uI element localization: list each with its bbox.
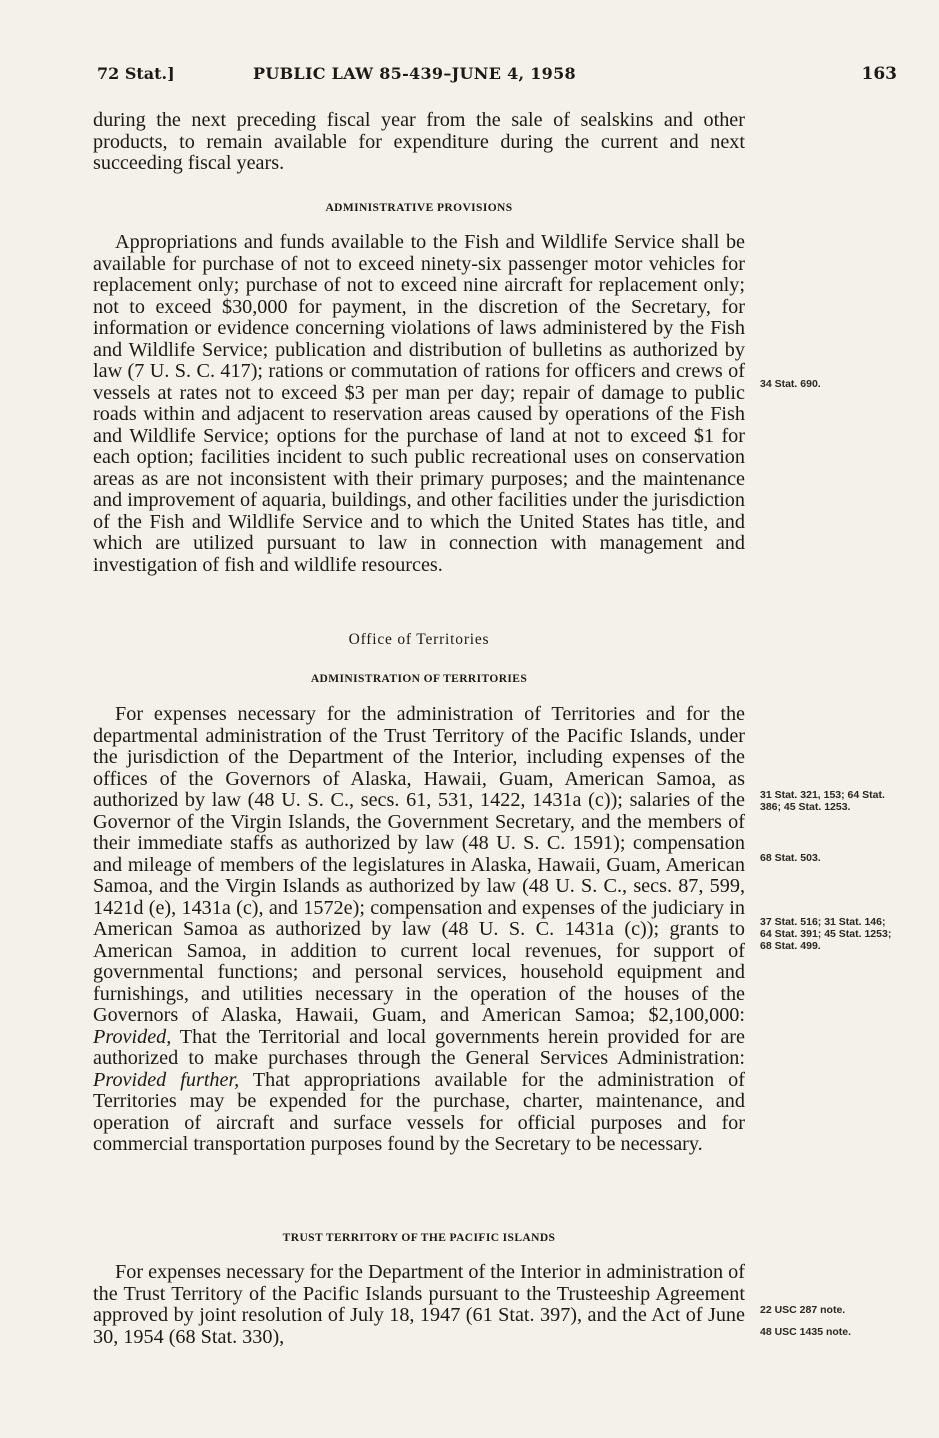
territories-text-part-2: That the Territorial and local governments herein provided for are authorized to make purchases through the General Services Administration: — [93, 1025, 745, 1069]
margin-note-31-stat-321: 31 Stat. 321, 153; 64 Stat. 386; 45 Stat. 1253. — [760, 789, 885, 813]
opening-paragraph — [93, 110, 745, 175]
administration-of-territories-paragraph — [93, 704, 745, 1156]
territories-text-part-1: For expenses necessary for the administration of Territories and for the departmental administration of the Trust Territory of the Pacific Islands, under the jurisdiction of the Department of the Interior, including expenses of the offices of the Governors of Alaska, Hawaii, Guam, American Samoa, as authorized by law (48 U. S. C., secs. 61, 531, 1422, 1431a (c)); salaries of the Governor of the Virgin Islands, the Government Secretary, and the members of their immediate staffs as authorized by law (48 U. S. C. 1591); compensation and mileage of members of the legislatures in Alaska, Hawaii, Guam, American Samoa, and the Virgin Islands as authorized by law (48 U. S. C., secs. 87, 599, 1421d (e), 1431a (c), and 1572e); compensation and expenses of the judiciary in American Samoa as authorized by law (48 U. S. C. 1431a (c)); grants to American Samoa, in addition to current local revenues, for support of governmental functions; and personal services, household equipment and furnishings, and utilities necessary in the operation of the houses of the Governors of Alaska, Hawaii, Guam, and American Samoa; $2,100,000: — [93, 703, 745, 1026]
trust-territory-heading: TRUST TERRITORY OF THE PACIFIC ISLANDS — [282, 1232, 556, 1244]
margin-note-48-usc-1435: 48 USC 1435 note. — [760, 1326, 852, 1338]
office-of-territories-heading: Office of Territories — [348, 631, 490, 648]
page-header — [97, 64, 897, 90]
margin-note-22-usc-287: 22 USC 287 note. — [760, 1304, 846, 1316]
administrative-provisions-text: Appropriations and funds available to the Fish and Wildlife Service shall be available for purchase of not to exceed ninety-six passenger motor vehicles for replacement only; purchase of not to exceed nine aircraft for replacement only; not to exceed $30,000 for payment, in the discretion of the Secretary, for information or evidence concerning violations of laws administered by the Fish and Wildlife Service; publication and distribution of bulletins as authorized by law (7 U. S. C. 417); rations or commutation of rations for officers and crews of vessels at rates not to exceed $3 per man per day; repair of damage to public roads within and adjacent to reservation areas caused by operations of the Fish and Wildlife Service; options for the purchase of land at not to exceed $1 for each option; facilities incident to such public recreational uses on conservation areas as are not inconsistent with their primary purposes; and the maintenance and improvement of aquaria, buildings, and other facilities under the jurisdiction of the Fish and Wildlife Service and to which the United States has title, and which are utilized pursuant to law in connection with management and investigation of fish and wildlife resources. — [93, 231, 745, 576]
provided-further-clause: Provided further, — [93, 1068, 240, 1091]
volume-citation: 72 Stat.] — [97, 64, 175, 83]
administration-of-territories-section — [93, 704, 745, 1156]
page-number: 163 — [861, 64, 897, 84]
margin-note-68-stat-503: 68 Stat. 503. — [760, 852, 821, 864]
provided-clause: Provided, — [93, 1025, 172, 1048]
territories-text-part-3: That appropriations available for the administration of Territories may be expended for the purchase, charter, maintenance, and operation of aircraft and surface vessels for official purposes and for commercial transportation purposes found by the Secretary to be necessary. — [93, 1068, 745, 1155]
running-title: PUBLIC LAW 85-439–JUNE 4, 1958 — [253, 64, 576, 83]
trust-territory-section — [93, 1262, 745, 1348]
administration-of-territories-heading: ADMINISTRATION OF TERRITORIES — [310, 673, 528, 685]
opening-text: during the next preceding fiscal year from the sale of sealskins and other products, to remain available for expenditure during the current and next succeeding fiscal years. — [93, 109, 745, 174]
trust-territory-text: For expenses necessary for the Department of the Interior in administration of the Trust Territory of the Pacific Islands pursuant to the Trusteeship Agreement approved by joint resolution of July 18, 1947 (61 Stat. 397), and the Act of June 30, 1954 (68 Stat. 330), — [93, 1261, 745, 1348]
margin-note-37-stat-516: 37 Stat. 516; 31 Stat. 146; 64 Stat. 391; 45 Stat. 1253; 68 Stat. 499. — [760, 916, 892, 952]
administrative-provisions-heading: ADMINISTRATIVE PROVISIONS — [325, 202, 513, 214]
margin-note-34-stat-690: 34 Stat. 690. — [760, 378, 821, 390]
administrative-provisions-section — [93, 232, 745, 576]
